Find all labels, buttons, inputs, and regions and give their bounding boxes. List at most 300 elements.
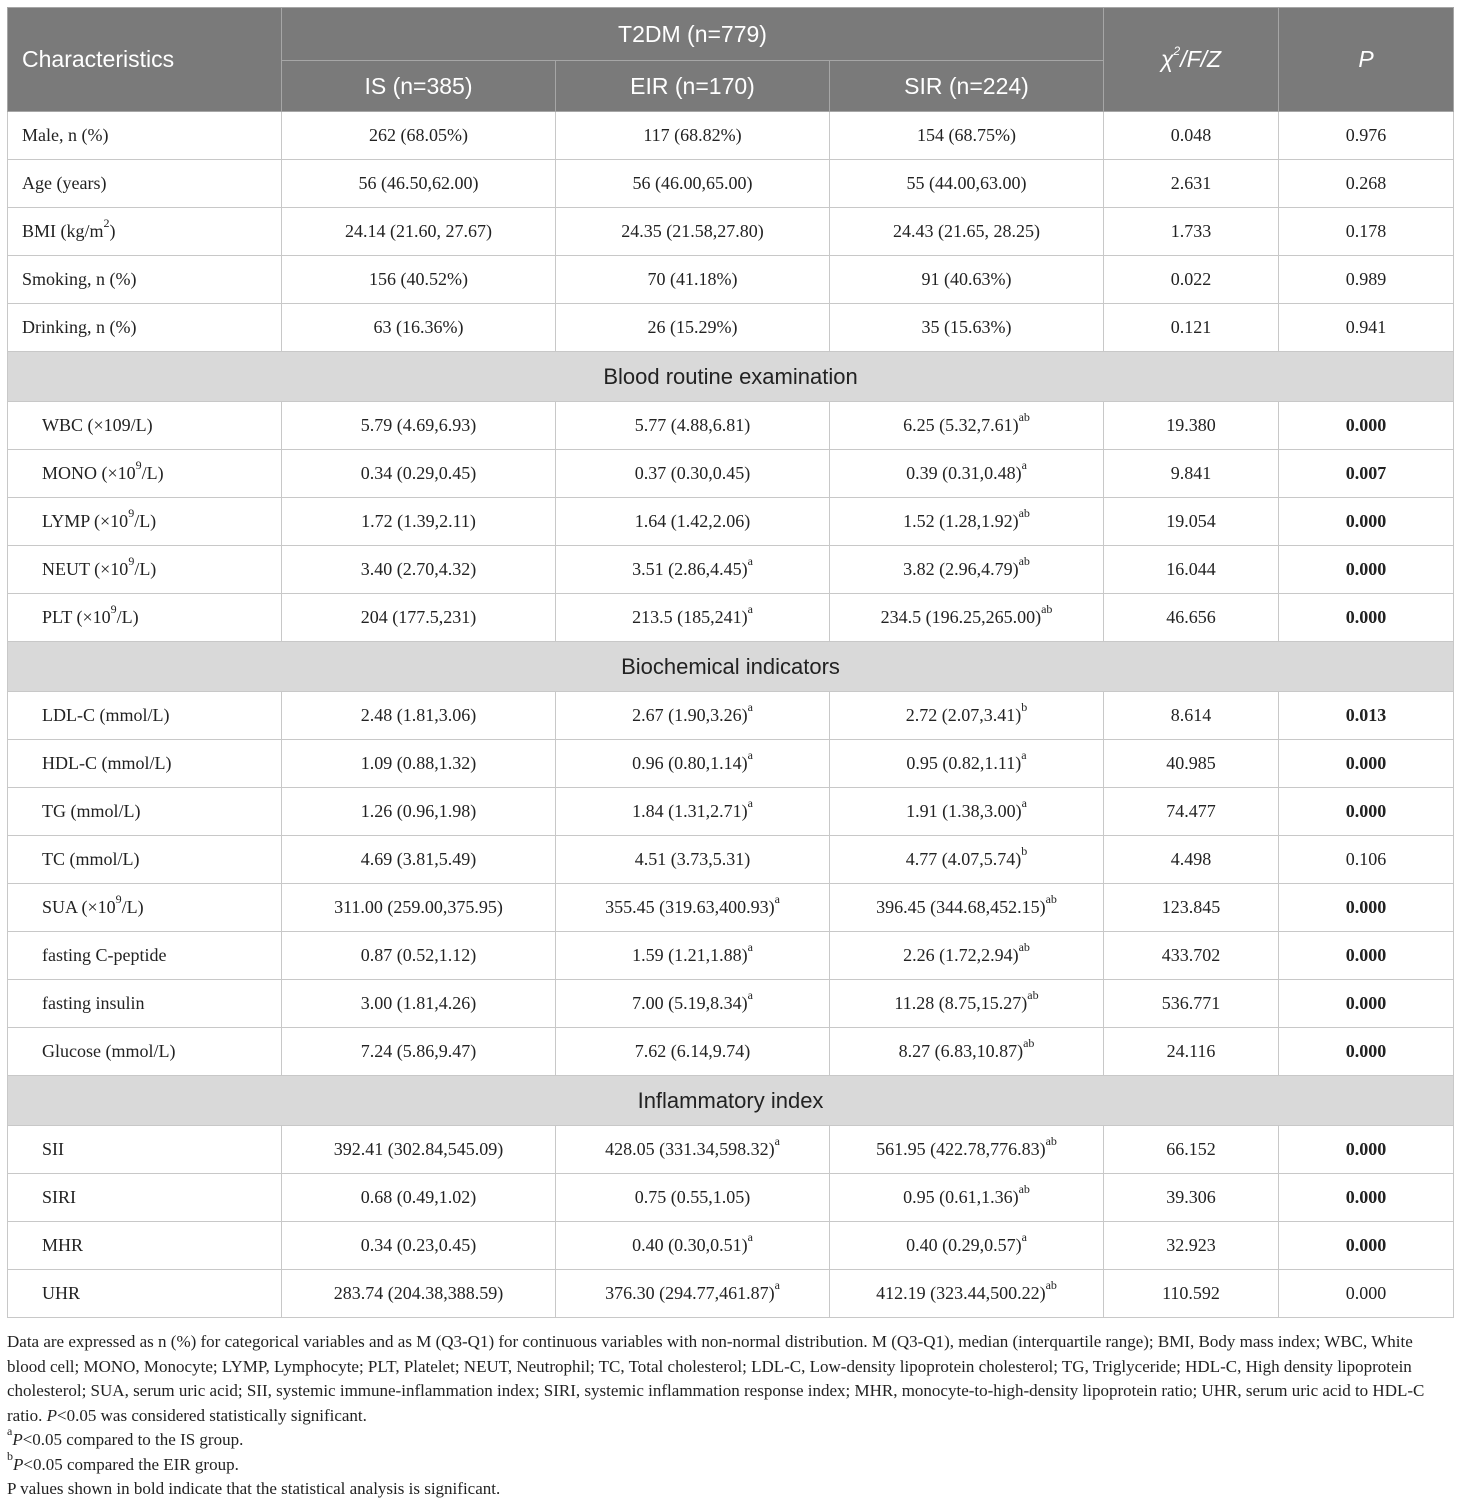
row-label-text: NEUT $(\times 10^9/L)$ xyxy=(42,554,157,579)
cell-is-value: 63 (16.36%) xyxy=(373,317,464,337)
cell-statistic: 39.306 xyxy=(1104,1174,1279,1222)
cell-is xyxy=(282,304,556,352)
cell-sir-superscript: a xyxy=(1021,748,1027,762)
row-label-text: Male, n (%) xyxy=(22,125,109,145)
cell-statistic: 110.592 xyxy=(1104,1270,1279,1318)
cell-eir-value: 428.05 (331.34,598.32) xyxy=(605,1139,775,1159)
footnote-a-mark: a xyxy=(7,1424,13,1439)
header-group-t2dm: T2DM (n=779) xyxy=(282,8,1104,61)
row-label xyxy=(8,788,282,836)
cell-eir xyxy=(556,304,830,352)
cell-is-value: 0.34 (0.29,0.45) xyxy=(360,463,477,483)
cell-sir-value: 8.27 (6.83,10.87) xyxy=(898,1041,1024,1061)
cell-is-value: 204 (177.5,231) xyxy=(360,607,477,627)
cell-is-value: 3.00 (1.81,4.26) xyxy=(360,993,477,1013)
table-row xyxy=(8,980,1454,1028)
cell-sir xyxy=(830,836,1104,884)
cell-sir-superscript: ab xyxy=(1018,410,1030,424)
unit-exponent: 9 xyxy=(135,458,142,472)
cell-sir-value: 91 (40.63%) xyxy=(921,269,1012,289)
cell-is xyxy=(282,256,556,304)
cell-is-value: 3.40 (2.70,4.32) xyxy=(360,559,477,579)
cell-statistic: 40.985 xyxy=(1104,740,1279,788)
cell-eir-value: 0.37 (0.30,0.45) xyxy=(634,463,751,483)
cell-eir-value: 0.96 (0.80,1.14) xyxy=(632,753,748,773)
cell-is xyxy=(282,160,556,208)
cell-eir xyxy=(556,884,830,932)
cell-statistic: 66.152 xyxy=(1104,1126,1279,1174)
cell-is xyxy=(282,208,556,256)
row-label xyxy=(8,884,282,932)
row-label xyxy=(8,160,282,208)
cell-eir xyxy=(556,208,830,256)
cell-eir-superscript: a xyxy=(747,602,753,616)
table-header xyxy=(8,8,1454,112)
cell-sir-superscript: a xyxy=(1021,458,1027,472)
cell-eir xyxy=(556,1270,830,1318)
cell-eir-superscript: a xyxy=(774,1134,780,1148)
cell-p-value: 0.000 xyxy=(1279,788,1454,836)
section-title: Inflammatory index xyxy=(8,1076,1454,1126)
cell-sir-value: 11.28 (8.75,15.27) xyxy=(894,993,1028,1013)
row-label-text: PLT $(\times 10^9/L)$ xyxy=(42,602,139,627)
cell-is xyxy=(282,740,556,788)
cell-p-value: 0.000 xyxy=(1279,1270,1454,1318)
row-label-text: BMI $(kg/m^2)$ xyxy=(22,216,116,241)
cell-eir xyxy=(556,1222,830,1270)
table-row xyxy=(8,836,1454,884)
cell-is-value: 156 (40.52%) xyxy=(369,269,468,289)
cell-sir-value: 4.77 (4.07,5.74) xyxy=(905,849,1022,869)
section-row xyxy=(8,642,1454,692)
cell-sir-value: 6.25 (5.32,7.61) xyxy=(903,415,1019,435)
cell-sir xyxy=(830,498,1104,546)
row-label xyxy=(8,304,282,352)
cell-p-value: 0.000 xyxy=(1279,498,1454,546)
cell-sir-superscript: ab xyxy=(1045,1134,1057,1148)
cell-sir-superscript: b xyxy=(1021,700,1028,714)
cell-eir-value: 7.00 (5.19,8.34) xyxy=(632,993,748,1013)
row-label xyxy=(8,594,282,642)
cell-eir xyxy=(556,692,830,740)
cell-is xyxy=(282,1222,556,1270)
cell-statistic: 19.380 xyxy=(1104,402,1279,450)
footnote-b-mark: b xyxy=(7,1448,13,1463)
row-label-text: fasting insulin xyxy=(42,993,145,1013)
cell-statistic: 123.845 xyxy=(1104,884,1279,932)
cell-p-value: 0.000 xyxy=(1279,1174,1454,1222)
header-statistic xyxy=(1104,8,1279,112)
cell-eir xyxy=(556,980,830,1028)
cell-eir-value: 4.51 (3.73,5.31) xyxy=(634,849,751,869)
cell-sir-superscript: b xyxy=(1021,844,1028,858)
cell-is xyxy=(282,932,556,980)
cell-statistic: 0.022 xyxy=(1104,256,1279,304)
cell-is-value: 392.41 (302.84,545.09) xyxy=(333,1139,504,1159)
cell-eir-value: 5.77 (4.88,6.81) xyxy=(634,415,751,435)
row-label-text: TG (mmol/L) xyxy=(42,801,141,821)
cell-eir-value: 1.64 (1.42,2.06) xyxy=(634,511,751,531)
cell-is-value: 283.74 (204.38,388.59) xyxy=(333,1283,504,1303)
cell-statistic: 9.841 xyxy=(1104,450,1279,498)
cell-is-value: 4.69 (3.81,5.49) xyxy=(360,849,477,869)
cell-statistic: 4.498 xyxy=(1104,836,1279,884)
cell-eir-value: 355.45 (319.63,400.93) xyxy=(605,897,775,917)
footnote-significance-p: P xyxy=(46,1405,58,1425)
row-label xyxy=(8,112,282,160)
row-label xyxy=(8,692,282,740)
cell-sir-value: 0.95 (0.61,1.36) xyxy=(903,1187,1019,1207)
footnote-a-text: <0.05 compared to the IS group. xyxy=(22,1430,244,1449)
row-label xyxy=(8,1222,282,1270)
unit-exponent: 9 xyxy=(128,506,135,520)
cell-sir xyxy=(830,160,1104,208)
cell-eir-value: 1.59 (1.21,1.88) xyxy=(632,945,748,965)
cell-p-value: 0.000 xyxy=(1279,884,1454,932)
section-title: Biochemical indicators xyxy=(8,642,1454,692)
cell-eir-value: 2.67 (1.90,3.26) xyxy=(632,705,748,725)
cell-sir xyxy=(830,1270,1104,1318)
cell-p-value: 0.000 xyxy=(1279,402,1454,450)
unit-exponent: 2 xyxy=(103,216,110,230)
cell-eir-value: 1.84 (1.31,2.71) xyxy=(632,801,748,821)
cell-is xyxy=(282,1174,556,1222)
row-label-text: Smoking, n (%) xyxy=(22,269,137,289)
characteristics-table xyxy=(7,7,1454,1318)
cell-sir xyxy=(830,594,1104,642)
row-label xyxy=(8,450,282,498)
cell-statistic: 433.702 xyxy=(1104,932,1279,980)
cell-p-value: 0.000 xyxy=(1279,980,1454,1028)
header-characteristics: Characteristics xyxy=(8,8,282,112)
cell-eir-value: 3.51 (2.86,4.45) xyxy=(632,559,748,579)
row-label xyxy=(8,1270,282,1318)
footnote-b-p: P xyxy=(13,1454,24,1474)
cell-sir-superscript: ab xyxy=(1018,940,1030,954)
cell-eir xyxy=(556,788,830,836)
table-row xyxy=(8,450,1454,498)
cell-sir-value: 35 (15.63%) xyxy=(921,317,1012,337)
cell-sir xyxy=(830,402,1104,450)
cell-statistic: 74.477 xyxy=(1104,788,1279,836)
header-statistic-label: $\chi^2/F/Z$ xyxy=(1160,44,1222,72)
unit-exponent: 9 xyxy=(110,602,117,616)
section-row xyxy=(8,352,1454,402)
cell-is-value: 7.24 (5.86,9.47) xyxy=(360,1041,477,1061)
row-label xyxy=(8,208,282,256)
cell-is xyxy=(282,1270,556,1318)
cell-p-value: 0.989 xyxy=(1279,256,1454,304)
cell-sir-value: 234.5 (196.25,265.00) xyxy=(880,607,1042,627)
cell-is xyxy=(282,980,556,1028)
cell-sir-value: 3.82 (2.96,4.79) xyxy=(903,559,1019,579)
table-row xyxy=(8,1028,1454,1076)
row-label xyxy=(8,1126,282,1174)
cell-statistic: 0.048 xyxy=(1104,112,1279,160)
cell-is-value: 262 (68.05%) xyxy=(369,125,468,145)
cell-sir xyxy=(830,546,1104,594)
cell-is-value: 56 (46.50,62.00) xyxy=(358,173,479,193)
cell-eir-value: 376.30 (294.77,461.87) xyxy=(605,1283,775,1303)
header-eir: EIR (n=170) xyxy=(556,61,830,112)
cell-is-value: 1.72 (1.39,2.11) xyxy=(361,511,476,531)
table-row xyxy=(8,402,1454,450)
cell-is-value: 0.68 (0.49,1.02) xyxy=(360,1187,477,1207)
cell-sir-superscript: a xyxy=(1021,796,1027,810)
cell-eir xyxy=(556,160,830,208)
row-label-text: Drinking, n (%) xyxy=(22,317,137,337)
cell-is-value: 5.79 (4.69,6.93) xyxy=(360,415,477,435)
table-row xyxy=(8,546,1454,594)
header-sir: SIR (n=224) xyxy=(830,61,1104,112)
table-row xyxy=(8,1126,1454,1174)
header-p-label: P xyxy=(1358,46,1374,72)
row-label xyxy=(8,932,282,980)
table-row xyxy=(8,160,1454,208)
cell-is xyxy=(282,546,556,594)
row-label xyxy=(8,256,282,304)
cell-eir xyxy=(556,402,830,450)
table-row xyxy=(8,692,1454,740)
cell-eir xyxy=(556,256,830,304)
cell-is xyxy=(282,1126,556,1174)
cell-eir-value: 26 (15.29%) xyxy=(647,317,738,337)
cell-eir xyxy=(556,498,830,546)
row-label xyxy=(8,740,282,788)
table-row xyxy=(8,1174,1454,1222)
cell-sir xyxy=(830,932,1104,980)
cell-statistic: 32.923 xyxy=(1104,1222,1279,1270)
cell-is-value: 0.87 (0.52,1.12) xyxy=(360,945,477,965)
cell-sir-superscript: ab xyxy=(1018,506,1030,520)
unit-exponent: 9 xyxy=(115,892,122,906)
cell-p-value: 0.976 xyxy=(1279,112,1454,160)
cell-statistic: 536.771 xyxy=(1104,980,1279,1028)
table-footnotes xyxy=(7,1330,1453,1502)
cell-p-value: 0.007 xyxy=(1279,450,1454,498)
cell-sir xyxy=(830,1028,1104,1076)
cell-p-value: 0.268 xyxy=(1279,160,1454,208)
cell-sir xyxy=(830,1222,1104,1270)
cell-sir-value: 0.39 (0.31,0.48) xyxy=(906,463,1022,483)
footnote-main-text: Data are expressed as n (%) for categorical variables and as M (Q3-Q1) for continuous variables with non-normal distribution. M (Q3-Q1), median (interquartile range); BMI, Body mass index; WBC, White blood cell; MONO, Monocyte; LYMP, Lymphocyte; PLT, Platelet; NEUT, Neutrophil; TC, Total cholesterol; LDL-C, Low-density lipoprotein cholesterol; TG, Triglyceride; HDL-C, High density lipoprotein cholesterol; SUA, serum uric acid; SII, systemic immune-inflammation index; SIRI, systemic inflammation response index; MHR, monocyte-to-high-density lipoprotein ratio; UHR, serum uric acid to HDL-C ratio. xyxy=(7,1332,1425,1425)
cell-statistic: 2.631 xyxy=(1104,160,1279,208)
cell-p-value: 0.000 xyxy=(1279,594,1454,642)
cell-eir-value: 24.35 (21.58,27.80) xyxy=(621,221,764,241)
row-label-text: SIRI xyxy=(42,1187,77,1207)
cell-p-value: 0.000 xyxy=(1279,1028,1454,1076)
cell-eir-value: 117 (68.82%) xyxy=(643,125,742,145)
cell-statistic: 1.733 xyxy=(1104,208,1279,256)
cell-is-value: 2.48 (1.81,3.06) xyxy=(360,705,477,725)
cell-is xyxy=(282,836,556,884)
table-row xyxy=(8,498,1454,546)
cell-p-value: 0.000 xyxy=(1279,740,1454,788)
cell-is xyxy=(282,788,556,836)
row-label-text: MHR xyxy=(42,1235,84,1255)
table-row xyxy=(8,304,1454,352)
table-row xyxy=(8,932,1454,980)
cell-eir xyxy=(556,1174,830,1222)
cell-sir xyxy=(830,980,1104,1028)
unit-exponent: 9 xyxy=(128,554,135,568)
cell-sir-superscript: ab xyxy=(1045,892,1057,906)
cell-eir xyxy=(556,450,830,498)
cell-eir-superscript: a xyxy=(747,988,753,1002)
cell-eir xyxy=(556,836,830,884)
section-row xyxy=(8,1076,1454,1126)
cell-sir xyxy=(830,256,1104,304)
row-label-text: LDL-C (mmol/L) xyxy=(42,705,170,725)
cell-statistic: 19.054 xyxy=(1104,498,1279,546)
cell-eir xyxy=(556,740,830,788)
cell-eir-value: 70 (41.18%) xyxy=(647,269,738,289)
cell-sir-superscript: ab xyxy=(1023,1036,1035,1050)
table-row xyxy=(8,594,1454,642)
row-label-text: WBC (×109/L) xyxy=(42,415,153,435)
cell-statistic: 24.116 xyxy=(1104,1028,1279,1076)
cell-statistic: 8.614 xyxy=(1104,692,1279,740)
table-row xyxy=(8,740,1454,788)
cell-is xyxy=(282,498,556,546)
table-row xyxy=(8,208,1454,256)
cell-p-value: 0.013 xyxy=(1279,692,1454,740)
cell-sir-value: 561.95 (422.78,776.83) xyxy=(876,1139,1046,1159)
cell-sir-value: 396.45 (344.68,452.15) xyxy=(876,897,1046,917)
row-label xyxy=(8,1174,282,1222)
cell-is xyxy=(282,450,556,498)
row-label-text: Age (years) xyxy=(22,173,107,193)
cell-is xyxy=(282,884,556,932)
cell-is-value: 1.09 (0.88,1.32) xyxy=(360,753,477,773)
row-label-text: SUA $(\times 10^9/L)$ xyxy=(42,892,144,917)
cell-is xyxy=(282,402,556,450)
row-label-text: Glucose (mmol/L) xyxy=(42,1041,176,1061)
row-label-text: TC (mmol/L) xyxy=(42,849,140,869)
cell-sir-superscript: ab xyxy=(1018,1182,1030,1196)
cell-statistic: 16.044 xyxy=(1104,546,1279,594)
footnote-b xyxy=(7,1448,1453,1478)
cell-p-value: 0.941 xyxy=(1279,304,1454,352)
cell-sir-superscript: ab xyxy=(1018,554,1030,568)
cell-p-value: 0.000 xyxy=(1279,932,1454,980)
cell-eir-superscript: a xyxy=(747,700,753,714)
cell-eir xyxy=(556,932,830,980)
cell-is xyxy=(282,594,556,642)
cell-sir xyxy=(830,304,1104,352)
cell-p-value: 0.000 xyxy=(1279,546,1454,594)
cell-sir xyxy=(830,112,1104,160)
cell-sir-superscript: ab xyxy=(1041,602,1053,616)
cell-sir-value: 2.26 (1.72,2.94) xyxy=(903,945,1019,965)
cell-eir-value: 56 (46.00,65.00) xyxy=(632,173,753,193)
row-label-text: HDL-C (mmol/L) xyxy=(42,753,172,773)
cell-p-value: 0.000 xyxy=(1279,1222,1454,1270)
cell-sir-value: 1.91 (1.38,3.00) xyxy=(906,801,1022,821)
cell-eir-superscript: a xyxy=(747,554,753,568)
cell-eir xyxy=(556,546,830,594)
cell-eir-superscript: a xyxy=(747,748,753,762)
cell-is xyxy=(282,112,556,160)
cell-sir-value: 412.19 (323.44,500.22) xyxy=(876,1283,1046,1303)
cell-sir-value: 2.72 (2.07,3.41) xyxy=(905,705,1022,725)
cell-sir-value: 55 (44.00,63.00) xyxy=(906,173,1027,193)
footnote-significance-text: <0.05 was considered statistically significant. xyxy=(57,1405,367,1425)
cell-eir-value: 0.75 (0.55,1.05) xyxy=(634,1187,751,1207)
cell-sir xyxy=(830,208,1104,256)
cell-is-value: 0.34 (0.23,0.45) xyxy=(360,1235,477,1255)
header-p xyxy=(1279,8,1454,112)
cell-sir xyxy=(830,740,1104,788)
cell-eir xyxy=(556,594,830,642)
table-body xyxy=(8,112,1454,1318)
cell-sir-superscript: ab xyxy=(1027,988,1039,1002)
cell-statistic: 46.656 xyxy=(1104,594,1279,642)
cell-p-value: 0.106 xyxy=(1279,836,1454,884)
cell-sir xyxy=(830,1174,1104,1222)
cell-p-value: 0.178 xyxy=(1279,208,1454,256)
footnote-main xyxy=(7,1330,1453,1428)
cell-is-value: 24.14 (21.60, 27.67) xyxy=(345,221,492,241)
cell-sir-value: 154 (68.75%) xyxy=(917,125,1016,145)
cell-eir-value: 213.5 (185,241) xyxy=(632,607,748,627)
cell-is xyxy=(282,692,556,740)
cell-eir-superscript: a xyxy=(774,1278,780,1292)
table-row xyxy=(8,256,1454,304)
row-label-text: MONO $(\times 10^9/L)$ xyxy=(42,458,164,483)
row-label-text: LYMP $(\times 10^9/L)$ xyxy=(42,506,157,531)
footnote-a-p: P xyxy=(12,1430,23,1449)
cell-sir-value: 0.40 (0.29,0.57) xyxy=(906,1235,1022,1255)
cell-eir xyxy=(556,1126,830,1174)
row-label-text: SII xyxy=(42,1139,64,1159)
cell-sir xyxy=(830,692,1104,740)
footnote-bold: P values shown in bold indicate that the statistical analysis is significant. xyxy=(7,1479,501,1498)
row-label xyxy=(8,980,282,1028)
row-label xyxy=(8,1028,282,1076)
cell-sir xyxy=(830,450,1104,498)
row-label-text: UHR xyxy=(42,1283,81,1303)
cell-sir xyxy=(830,1126,1104,1174)
cell-eir-superscript: a xyxy=(747,940,753,954)
cell-sir-value: 0.95 (0.82,1.11) xyxy=(906,753,1022,773)
cell-sir-value: 24.43 (21.65, 28.25) xyxy=(893,221,1040,241)
row-label xyxy=(8,836,282,884)
cell-sir-superscript: ab xyxy=(1045,1278,1057,1292)
footnote-b-text: <0.05 compared the EIR group. xyxy=(23,1454,239,1474)
cell-eir-superscript: a xyxy=(747,796,753,810)
cell-sir xyxy=(830,788,1104,836)
cell-statistic: 0.121 xyxy=(1104,304,1279,352)
section-title: Blood routine examination xyxy=(8,352,1454,402)
footnote-a xyxy=(7,1424,1453,1453)
cell-eir-value: 0.40 (0.30,0.51) xyxy=(632,1235,748,1255)
row-label-text: fasting C-peptide xyxy=(42,945,167,965)
cell-eir-superscript: a xyxy=(774,892,780,906)
cell-eir xyxy=(556,1028,830,1076)
table-row xyxy=(8,884,1454,932)
cell-sir-value: 1.52 (1.28,1.92) xyxy=(903,511,1019,531)
cell-eir xyxy=(556,112,830,160)
cell-eir-value: 7.62 (6.14,9.74) xyxy=(634,1041,751,1061)
cell-is-value: 1.26 (0.96,1.98) xyxy=(360,801,477,821)
row-label xyxy=(8,402,282,450)
unit-exponent: 2 xyxy=(1173,44,1181,59)
header-is: IS (n=385) xyxy=(282,61,556,112)
table-row xyxy=(8,1270,1454,1318)
table-row xyxy=(8,788,1454,836)
cell-is-value: 311.00 (259.00,375.95) xyxy=(334,897,503,917)
